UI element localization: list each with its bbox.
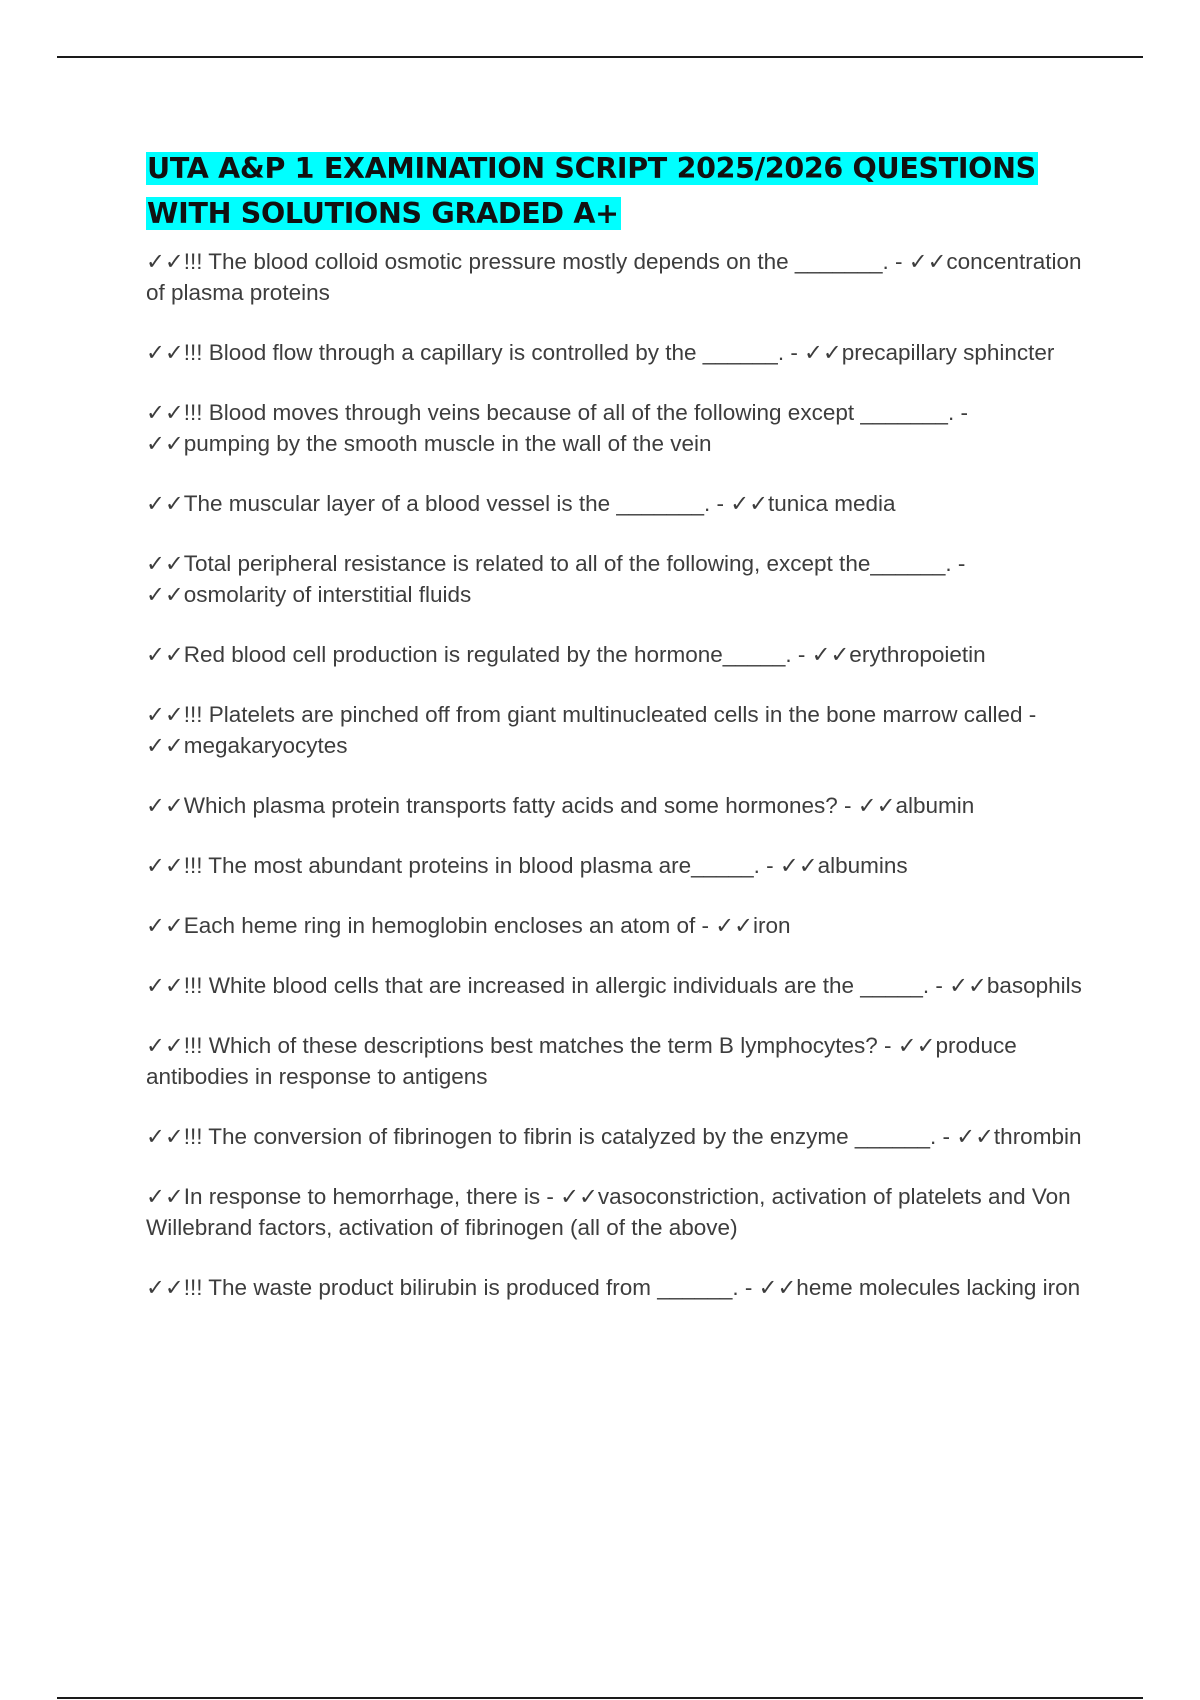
footer-rule [57,1697,1143,1699]
qa-item-3: ✓✓!!! Blood moves through veins because of all of the following except _______. - ✓✓pumping by the smooth muscle in the wall of the vein [146,400,968,456]
qa-item-15: ✓✓!!! The waste product bilirubin is produced from ______. - ✓✓heme molecules lacking iron [146,1275,1081,1300]
qa-item-8: ✓✓Which plasma protein transports fatty acids and some hormones? - ✓✓albumin [146,793,975,818]
document-body [146,146,1096,1332]
qa-item-4: ✓✓The muscular layer of a blood vessel is the _______. - ✓✓tunica media [146,491,896,516]
qa-item-12: ✓✓!!! Which of these descriptions best matches the term B lymphocytes? - ✓✓produce antibodies in response to antigens [146,1033,1017,1089]
document-title [146,146,1096,236]
qa-item-10: ✓✓Each heme ring in hemoglobin encloses an atom of - ✓✓iron [146,913,791,938]
qa-item-5: ✓✓Total peripheral resistance is related to all of the following, except the______. - ✓✓osmolarity of interstitial fluids [146,551,966,607]
qa-item-11: ✓✓!!! White blood cells that are increased in allergic individuals are the _____. - ✓✓basophils [146,973,1082,998]
question-answer-list [146,246,1096,1303]
qa-item-2: ✓✓!!! Blood flow through a capillary is controlled by the ______. - ✓✓precapillary sphincter [146,340,1055,365]
header-rule [57,56,1143,58]
qa-item-14: ✓✓In response to hemorrhage, there is - ✓✓vasoconstriction, activation of platelets and Von Willebrand factors, activation of fibrinogen (all of the above) [146,1184,1071,1240]
qa-item-6: ✓✓Red blood cell production is regulated by the hormone_____. - ✓✓erythropoietin [146,642,986,667]
document-title-text: UTA A&P 1 EXAMINATION SCRIPT 2025/2026 QUESTIONS WITH SOLUTIONS GRADED A+ [147,152,1036,230]
qa-item-1: ✓✓!!! The blood colloid osmotic pressure mostly depends on the _______. - ✓✓concentration of plasma proteins [146,249,1082,305]
qa-item-9: ✓✓!!! The most abundant proteins in blood plasma are_____. - ✓✓albumins [146,853,908,878]
qa-item-13: ✓✓!!! The conversion of fibrinogen to fibrin is catalyzed by the enzyme ______. - ✓✓thrombin [146,1124,1082,1149]
qa-item-7: ✓✓!!! Platelets are pinched off from giant multinucleated cells in the bone marrow called - ✓✓megakaryocytes [146,702,1037,758]
